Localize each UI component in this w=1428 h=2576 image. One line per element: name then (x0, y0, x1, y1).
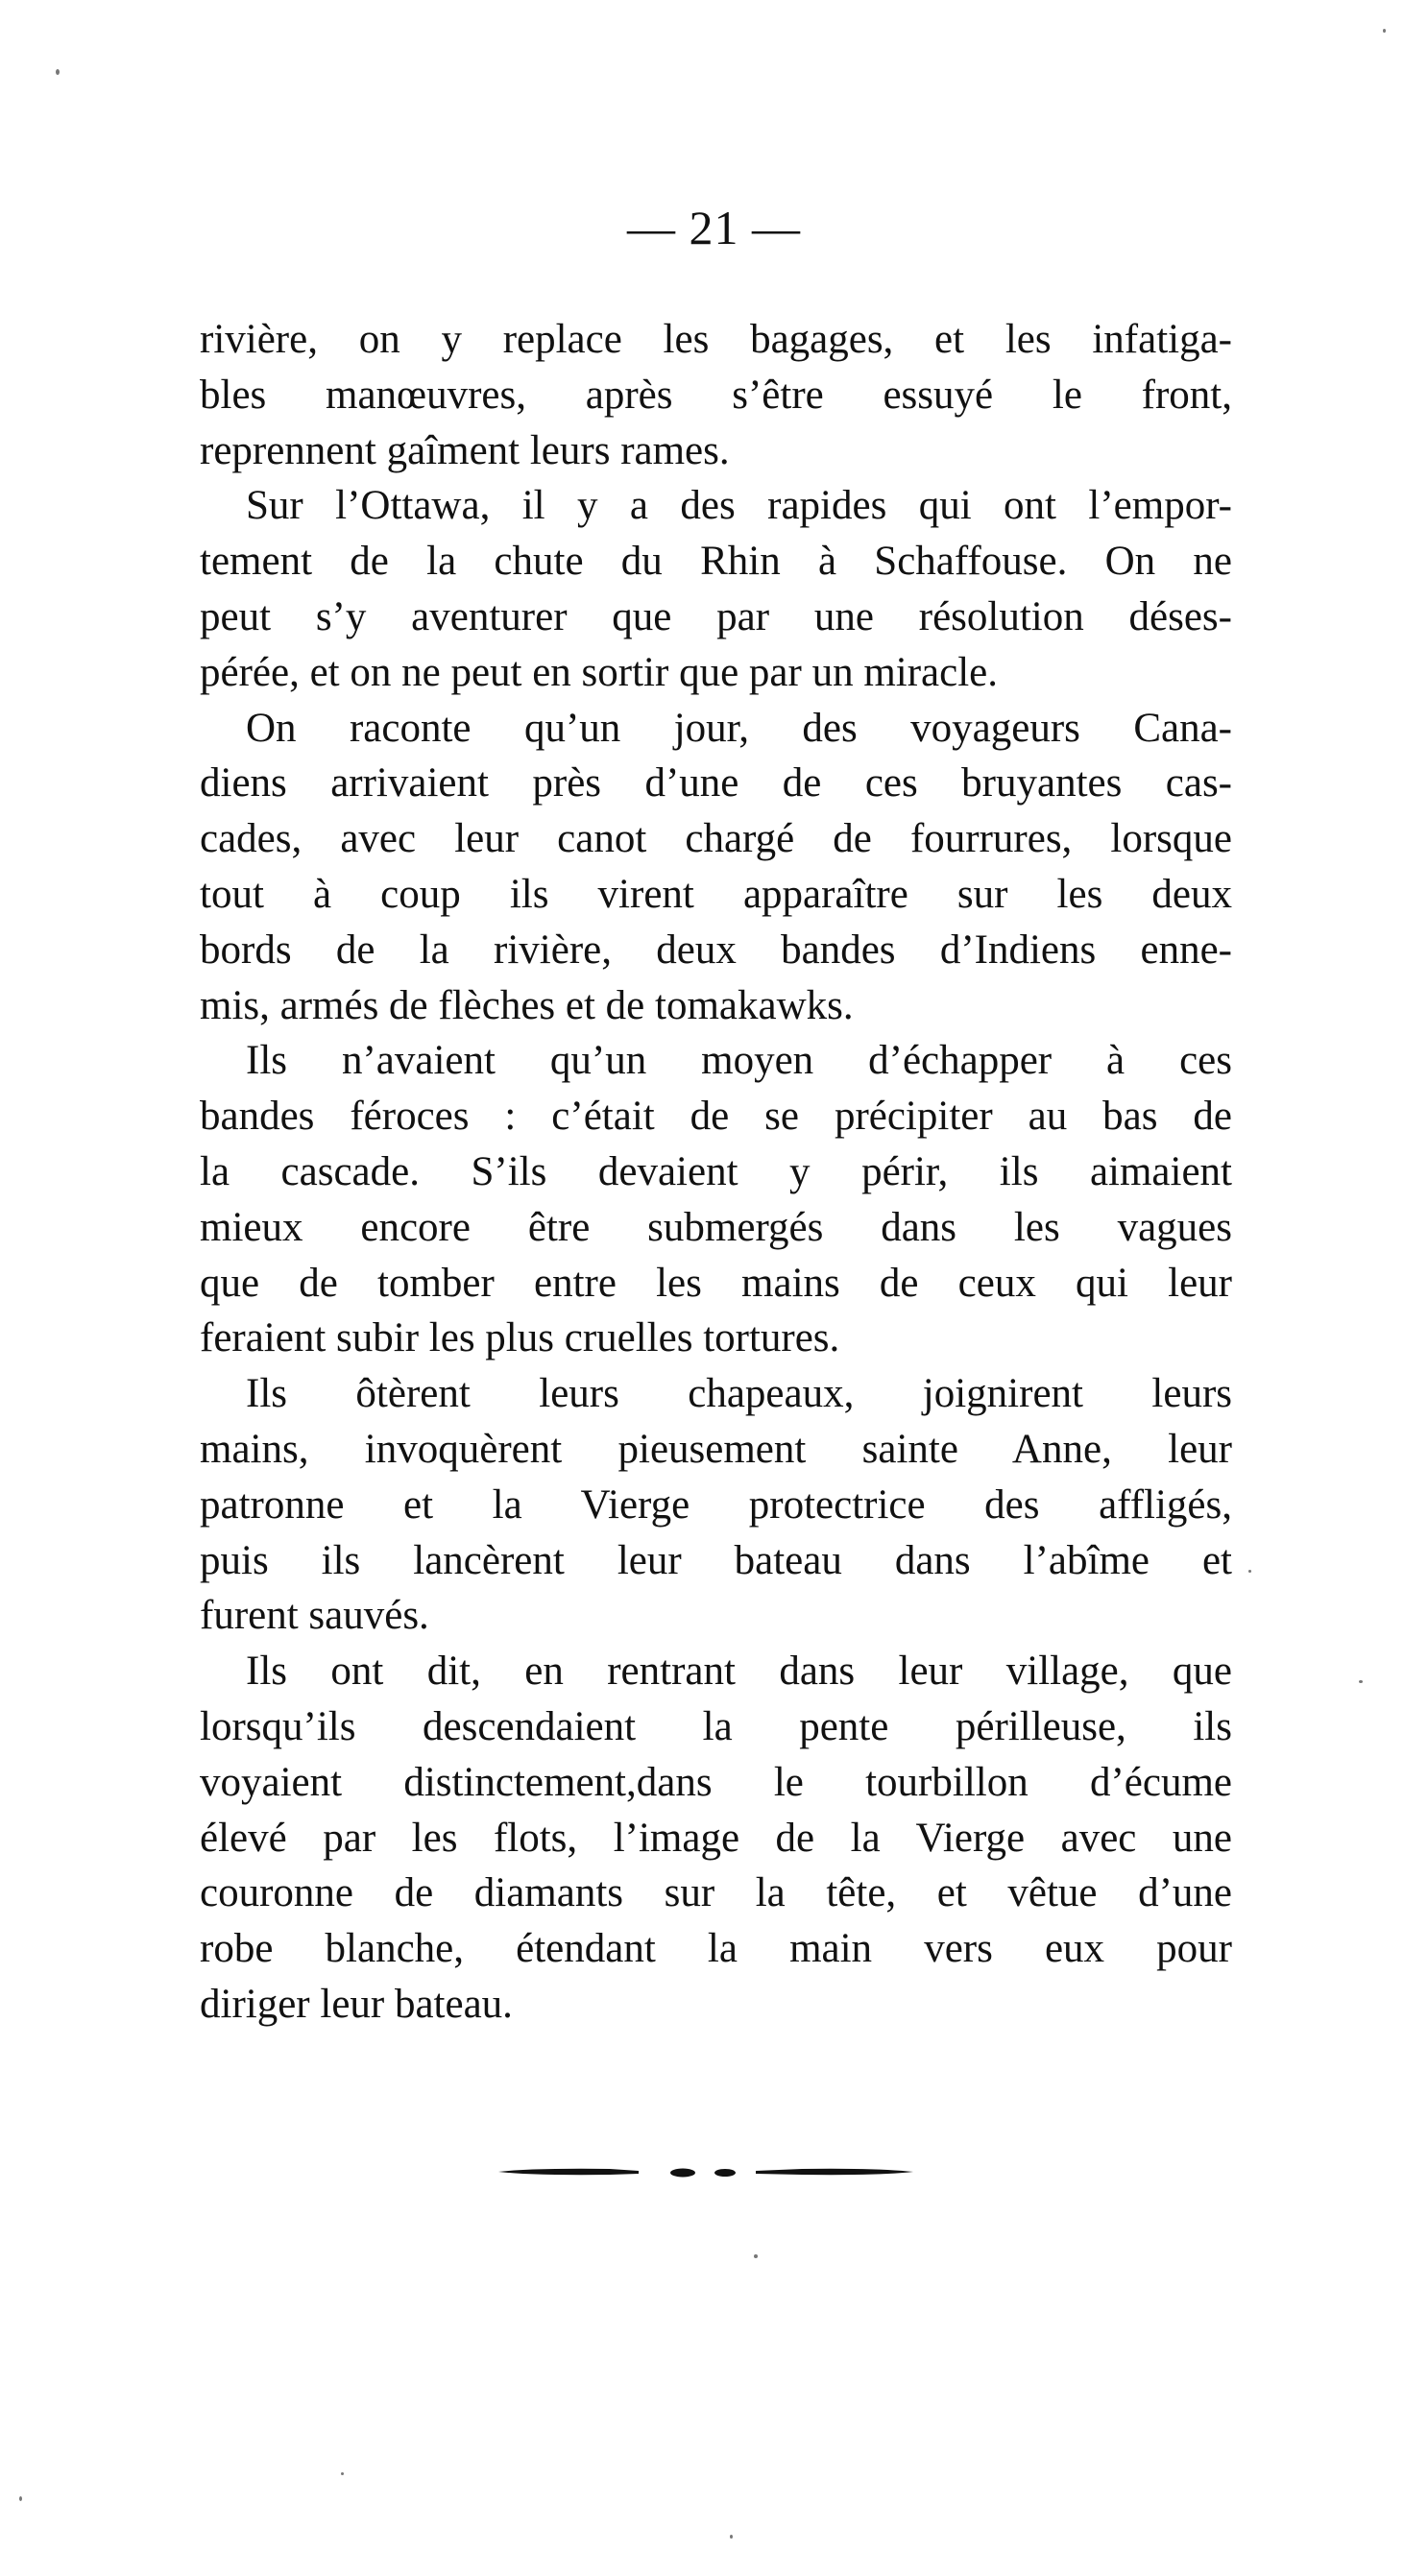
text-line: Ils ôtèrent leurs chapeaux, joignirent leurs (246, 1371, 1232, 1417)
text-line: On raconte qu’un jour, des voyageurs Cana- (246, 705, 1232, 751)
text-line: diriger leur bateau. (200, 1981, 513, 2027)
text-line: tement de la chute du Rhin à Schaffouse. On ne (200, 539, 1232, 585)
text-line: voyaient distinctement,dans le tourbillon d’écume (200, 1759, 1232, 1805)
text-line: bandes féroces : c’était de se précipiter au bas de (200, 1094, 1232, 1140)
text-line: bles manœuvres, après s’être essuyé le front, (200, 372, 1232, 418)
scan-speck (754, 2254, 758, 2258)
text-line: mis, armés de flèches et de tomakawks. (200, 982, 854, 1028)
text-line: reprennent gaîment leurs rames. (200, 427, 730, 473)
text-line: peut s’y aventurer que par une résolution déses- (200, 593, 1232, 639)
end-ornament (495, 2162, 917, 2181)
page-number: — 21 — (627, 201, 801, 254)
scan-speck (341, 2472, 344, 2475)
text-line: bords de la rivière, deux bandes d’Indiens enne- (200, 927, 1232, 973)
scan-speck (56, 69, 60, 75)
text-line: patronne et la Vierge protectrice des affligés, (200, 1481, 1232, 1528)
text-line: mieux encore être submergés dans les vagues (200, 1204, 1232, 1250)
text-line: élevé par les flots, l’image de la Vierge avec une (200, 1815, 1232, 1861)
text-line: furent sauvés. (200, 1593, 429, 1639)
text-line: Ils n’avaient qu’un moyen d’échapper à ces (246, 1038, 1232, 1084)
text-line: diens arrivaient près d’une de ces bruyantes cas- (200, 760, 1232, 807)
text-line: cades, avec leur canot chargé de fourrures, lorsque (200, 816, 1232, 862)
text-line: Sur l’Ottawa, il y a des rapides qui ont l’empor- (246, 483, 1232, 529)
text-line: tout à coup ils virent apparaître sur les deux (200, 871, 1232, 917)
body-text (200, 312, 1232, 2033)
scan-speck (19, 2496, 22, 2501)
text-line: lorsqu’ils descendaient la pente périlleuse, ils (200, 1703, 1232, 1749)
text-line: robe blanche, étendant la main vers eux pour (200, 1926, 1232, 1972)
scan-speck (730, 2535, 733, 2539)
text-line: puis ils lancèrent leur bateau dans l’abîme et (200, 1537, 1232, 1583)
scan-speck (1359, 1680, 1363, 1683)
text-line: pérée, et on ne peut en sortir que par un miracle. (200, 649, 998, 695)
text-line: mains, invoquèrent pieusement sainte Anne, leur (200, 1426, 1232, 1472)
text-line: feraient subir les plus cruelles tortures. (200, 1315, 840, 1361)
scan-speck (1383, 29, 1386, 33)
text-line: couronne de diamants sur la tête, et vêtue d’une (200, 1870, 1232, 1916)
scan-speck (1248, 1570, 1251, 1573)
text-line: Ils ont dit, en rentrant dans leur village, que (246, 1649, 1232, 1695)
text-line: la cascade. S’ils devaient y périr, ils aimaient (200, 1148, 1232, 1194)
text-line: rivière, on y replace les bagages, et les infatiga- (200, 317, 1232, 362)
text-line: que de tomber entre les mains de ceux qui leur (200, 1260, 1232, 1306)
